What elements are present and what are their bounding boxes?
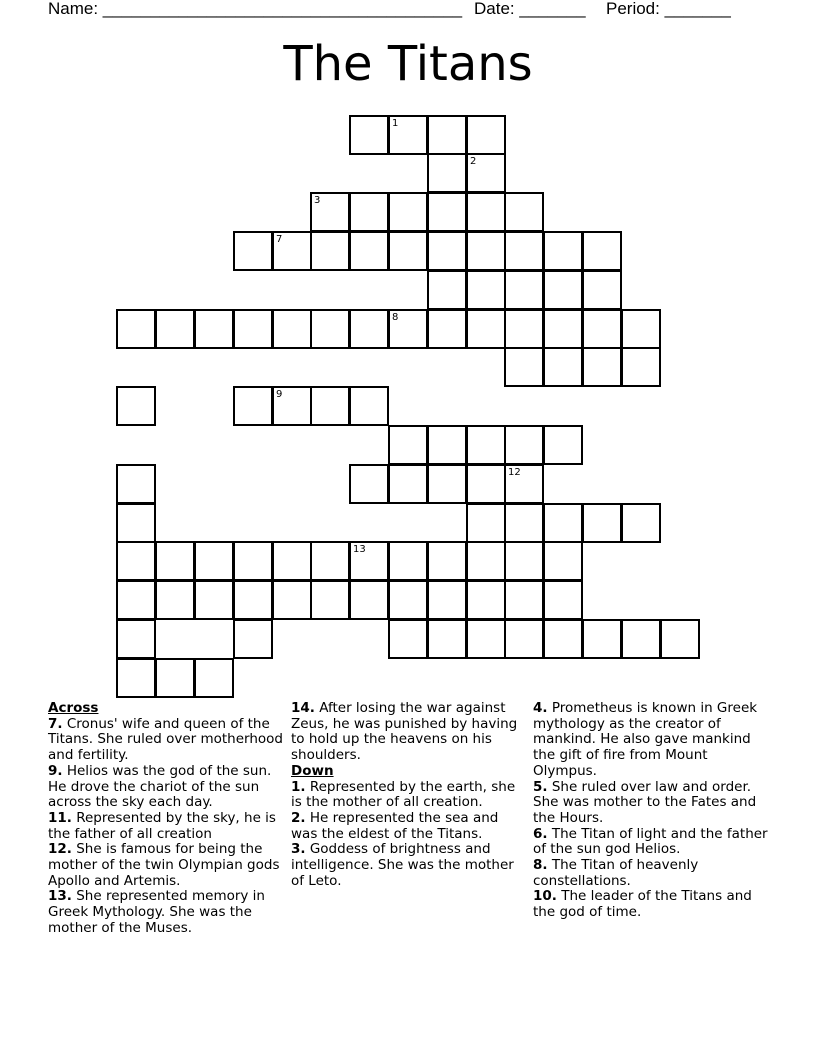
crossword-cell[interactable]	[388, 619, 428, 659]
crossword-cell[interactable]	[233, 231, 273, 271]
crossword-cell[interactable]	[466, 425, 506, 465]
across-heading: Across	[48, 700, 99, 716]
clue-text: The Titan of heavenly constellations.	[533, 857, 699, 889]
clue-text: Goddess of brightness and intelligence. She was the mother of Leto.	[291, 841, 514, 889]
crossword-cell[interactable]	[504, 192, 544, 232]
crossword-cell[interactable]	[194, 541, 234, 581]
clue-text: Prometheus is known in Greek mythology as the creator of mankind. He also gave mankind the gift of fire from Mount Olympus.	[533, 700, 758, 779]
crossword-cell[interactable]	[504, 503, 544, 543]
crossword-cell[interactable]	[310, 541, 350, 581]
crossword-cell[interactable]	[349, 115, 389, 155]
across-clue-13	[48, 889, 284, 936]
clue-number-label: 7	[276, 234, 283, 245]
clue-number-label: 9	[276, 389, 283, 400]
crossword-cell[interactable]	[116, 658, 156, 698]
crossword-cell[interactable]	[466, 503, 506, 543]
crossword-cell[interactable]	[272, 231, 312, 271]
clue-number: 9.	[48, 762, 63, 779]
clue-text: After losing the war against Zeus, he was punished by having to hold up the heavens on his shoulders.	[291, 700, 518, 764]
crossword-cell[interactable]	[194, 309, 234, 349]
crossword-cell[interactable]	[349, 192, 389, 232]
across-clue-14	[291, 701, 527, 764]
clue-column-1	[48, 701, 284, 937]
crossword-cell[interactable]	[621, 347, 661, 387]
crossword-cell[interactable]	[349, 309, 389, 349]
clue-number: 10.	[533, 888, 557, 905]
clue-text: The Titan of light and the father of the sun god Helios.	[533, 825, 768, 858]
crossword-cell[interactable]	[272, 309, 312, 349]
crossword-cell[interactable]	[116, 464, 156, 504]
crossword-cell[interactable]	[310, 192, 350, 232]
crossword-cell[interactable]	[504, 425, 544, 465]
crossword-cell[interactable]	[233, 619, 273, 659]
crossword-cell[interactable]	[543, 580, 583, 620]
clue-column-2	[291, 701, 527, 889]
clue-number: 2.	[291, 809, 306, 826]
crossword-cell[interactable]	[310, 309, 350, 349]
crossword-cell[interactable]	[466, 580, 506, 620]
crossword-cell[interactable]	[155, 541, 195, 581]
clue-number: 6.	[533, 825, 548, 842]
crossword-cell[interactable]	[116, 386, 156, 426]
crossword-cell[interactable]	[388, 309, 428, 349]
crossword-cell[interactable]	[504, 347, 544, 387]
crossword-cell[interactable]	[233, 309, 273, 349]
crossword-cell[interactable]	[582, 231, 622, 271]
clue-number-label: 12	[508, 467, 521, 478]
crossword-cell[interactable]	[116, 503, 156, 543]
clue-text: Represented by the earth, she is the mother of all creation.	[291, 778, 516, 811]
clue-number: 3.	[291, 841, 306, 858]
crossword-cell[interactable]	[155, 580, 195, 620]
crossword-cell[interactable]	[427, 425, 467, 465]
clue-number: 5.	[533, 778, 548, 795]
crossword-cell[interactable]	[543, 541, 583, 581]
crossword-cell[interactable]	[427, 192, 467, 232]
clue-number: 4.	[533, 700, 548, 716]
clue-number-label: 3	[314, 195, 321, 206]
crossword-cell[interactable]	[233, 541, 273, 581]
crossword-cell[interactable]	[272, 386, 312, 426]
crossword-cell[interactable]	[155, 309, 195, 349]
down-clue-10	[533, 889, 769, 920]
crossword-cell[interactable]	[466, 115, 506, 155]
down-heading: Down	[291, 762, 334, 779]
clue-text: Represented by the sky, he is the father of all creation	[48, 809, 276, 842]
clue-number: 8.	[533, 857, 548, 874]
crossword-cell[interactable]	[272, 541, 312, 581]
crossword-cell[interactable]	[349, 580, 389, 620]
crossword-cell[interactable]	[194, 580, 234, 620]
crossword-cell[interactable]	[543, 425, 583, 465]
crossword-cell[interactable]	[543, 309, 583, 349]
crossword-cell[interactable]	[466, 192, 506, 232]
crossword-cell[interactable]	[582, 503, 622, 543]
crossword-cell[interactable]	[427, 153, 467, 193]
crossword-cell[interactable]	[427, 115, 467, 155]
crossword-cell[interactable]	[427, 270, 467, 310]
crossword-cell[interactable]	[427, 541, 467, 581]
crossword-cell[interactable]	[427, 309, 467, 349]
crossword-cell[interactable]	[310, 580, 350, 620]
crossword-cell[interactable]	[621, 619, 661, 659]
clue-number: 11.	[48, 809, 72, 826]
clue-number: 7.	[48, 715, 63, 732]
crossword-cell[interactable]	[272, 580, 312, 620]
down-clue-4	[533, 701, 769, 780]
crossword-cell[interactable]	[388, 464, 428, 504]
crossword-cell[interactable]	[349, 541, 389, 581]
crossword-cell[interactable]	[582, 347, 622, 387]
crossword-cell[interactable]	[543, 503, 583, 543]
crossword-cell[interactable]	[388, 580, 428, 620]
crossword-cell[interactable]	[466, 231, 506, 271]
crossword-cell[interactable]	[388, 192, 428, 232]
clue-number: 14.	[291, 700, 315, 716]
crossword-cell[interactable]	[504, 309, 544, 349]
crossword-cell[interactable]	[233, 580, 273, 620]
down-clue-1	[291, 780, 527, 811]
across-clue-7	[48, 717, 284, 764]
crossword-cell[interactable]	[466, 270, 506, 310]
crossword-cell[interactable]	[116, 541, 156, 581]
across-clue-11	[48, 811, 284, 842]
crossword-cell[interactable]	[504, 270, 544, 310]
crossword-cell[interactable]	[504, 464, 544, 504]
crossword-cell[interactable]	[116, 619, 156, 659]
crossword-cell[interactable]	[504, 541, 544, 581]
crossword-cell[interactable]	[349, 464, 389, 504]
date-field[interactable]: Date: _______	[474, 0, 586, 18]
crossword-cell[interactable]	[543, 231, 583, 271]
clue-number-label: 8	[392, 312, 399, 323]
crossword-cell[interactable]	[543, 619, 583, 659]
down-clue-6	[533, 827, 769, 858]
crossword-cell[interactable]	[349, 386, 389, 426]
name-field[interactable]: Name: ______________________________________	[48, 0, 463, 18]
crossword-cell[interactable]	[388, 115, 428, 155]
crossword-cell[interactable]	[116, 309, 156, 349]
clue-number-label: 13	[353, 544, 366, 555]
down-clue-3	[291, 842, 527, 889]
crossword-cell[interactable]	[504, 619, 544, 659]
crossword-cell[interactable]	[116, 580, 156, 620]
crossword-cell[interactable]	[621, 503, 661, 543]
crossword-cell[interactable]	[660, 619, 700, 659]
period-field[interactable]: Period: _______	[606, 0, 731, 18]
crossword-cell[interactable]	[466, 541, 506, 581]
clue-number: 13.	[48, 888, 72, 905]
crossword-cell[interactable]	[155, 658, 195, 698]
clue-text: He represented the sea and was the eldest of the Titans.	[291, 809, 499, 842]
crossword-cell[interactable]	[466, 619, 506, 659]
clue-text: She ruled over law and order. She was mother to the Fates and the Hours.	[533, 778, 757, 826]
clue-text: The leader of the Titans and the god of time.	[533, 888, 752, 921]
crossword-cell[interactable]	[543, 270, 583, 310]
crossword-cell[interactable]	[310, 386, 350, 426]
crossword-cell[interactable]	[388, 425, 428, 465]
crossword-cell[interactable]	[582, 309, 622, 349]
crossword-cell[interactable]	[466, 309, 506, 349]
clue-number: 12.	[48, 841, 72, 858]
clue-column-3	[533, 701, 769, 921]
across-clue-12	[48, 842, 284, 889]
crossword-cell[interactable]	[388, 541, 428, 581]
crossword-cell[interactable]	[504, 580, 544, 620]
crossword-cell[interactable]	[504, 231, 544, 271]
crossword-cell[interactable]	[427, 619, 467, 659]
crossword-cell[interactable]	[427, 464, 467, 504]
crossword-cell[interactable]	[233, 386, 273, 426]
crossword-cell[interactable]	[310, 231, 350, 271]
crossword-cell[interactable]	[466, 464, 506, 504]
crossword-cell[interactable]	[194, 658, 234, 698]
crossword-cell[interactable]	[349, 231, 389, 271]
down-clue-5	[533, 780, 769, 827]
clue-number-label: 1	[392, 118, 399, 129]
clue-text: She is famous for being the mother of the twin Olympian gods Apollo and Artemis.	[48, 841, 280, 889]
clue-number: 1.	[291, 778, 306, 795]
crossword-cell[interactable]	[543, 347, 583, 387]
page-title: The Titans	[283, 36, 533, 92]
clue-text: Cronus' wife and queen of the Titans. She ruled over motherhood and fertility.	[48, 715, 283, 764]
down-clue-2	[291, 811, 527, 842]
clue-number-label: 2	[470, 156, 477, 167]
crossword-cell[interactable]	[582, 270, 622, 310]
down-clue-8	[533, 858, 769, 889]
clue-text: Helios was the god of the sun. He drove the chariot of the sun across the sky each day.	[48, 762, 272, 811]
crossword-cell[interactable]	[621, 309, 661, 349]
crossword-cell[interactable]	[582, 619, 622, 659]
crossword-cell[interactable]	[388, 231, 428, 271]
crossword-cell[interactable]	[427, 231, 467, 271]
crossword-cell[interactable]	[466, 153, 506, 193]
clue-text: She represented memory in Greek Mythology. She was the mother of the Muses.	[48, 888, 265, 936]
across-clue-9	[48, 764, 284, 811]
crossword-cell[interactable]	[427, 580, 467, 620]
